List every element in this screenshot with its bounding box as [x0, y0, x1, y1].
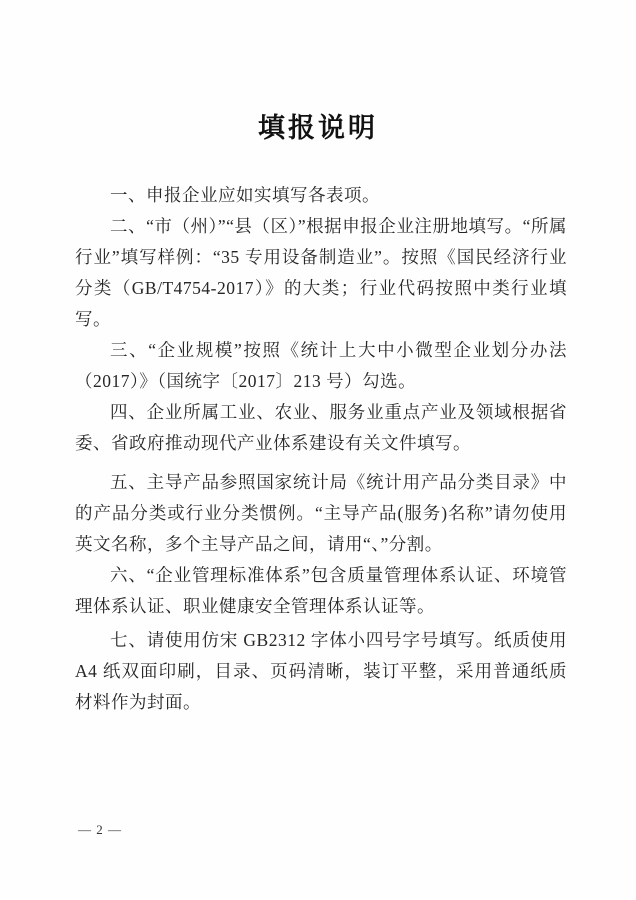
paragraph-item-1: 一、申报企业应如实填写各表项。 — [110, 185, 380, 205]
paragraph-item-5: 五、主导产品参照国家统计局《统计用产品分类目录》中的产品分类或行业分类惯例。“主导产品(服务)名称”请勿使用英文名称，多个主导产品之间，请用“、”分割。 — [75, 472, 567, 554]
paragraph-item-2: 二、“市（州）”“县（区）”根据申报企业注册地填写。“所属行业”填写样例：“35 专用设备制造业”。按照《国民经济行业分类（GB/T4754-2017）》的大类；行业代码按照中类行业填写。 — [75, 216, 567, 329]
document-body — [75, 180, 567, 718]
paragraph-item-7: 七、请使用仿宋 GB2312 字体小四号字号填写。纸质使用 A4 纸双面印刷，目录、页码清晰，装订平整，采用普通纸质材料作为封面。 — [75, 630, 567, 712]
paragraph-item-3: 三、“企业规模”按照《统计上大中小微型企业划分办法（2017）》（国统字〔2017〕213 号）勾选。 — [75, 340, 567, 391]
page-number: — 2 — — [78, 822, 122, 837]
paragraph-item-4: 四、企业所属工业、农业、服务业重点产业及领域根据省委、省政府推动现代产业体系建设有关文件填写。 — [75, 402, 567, 453]
page-title: 填报说明 — [258, 113, 378, 143]
paragraph-item-6: 六、“企业管理标准体系”包含质量管理体系认证、环境管理体系认证、职业健康安全管理体系认证等。 — [75, 565, 567, 616]
